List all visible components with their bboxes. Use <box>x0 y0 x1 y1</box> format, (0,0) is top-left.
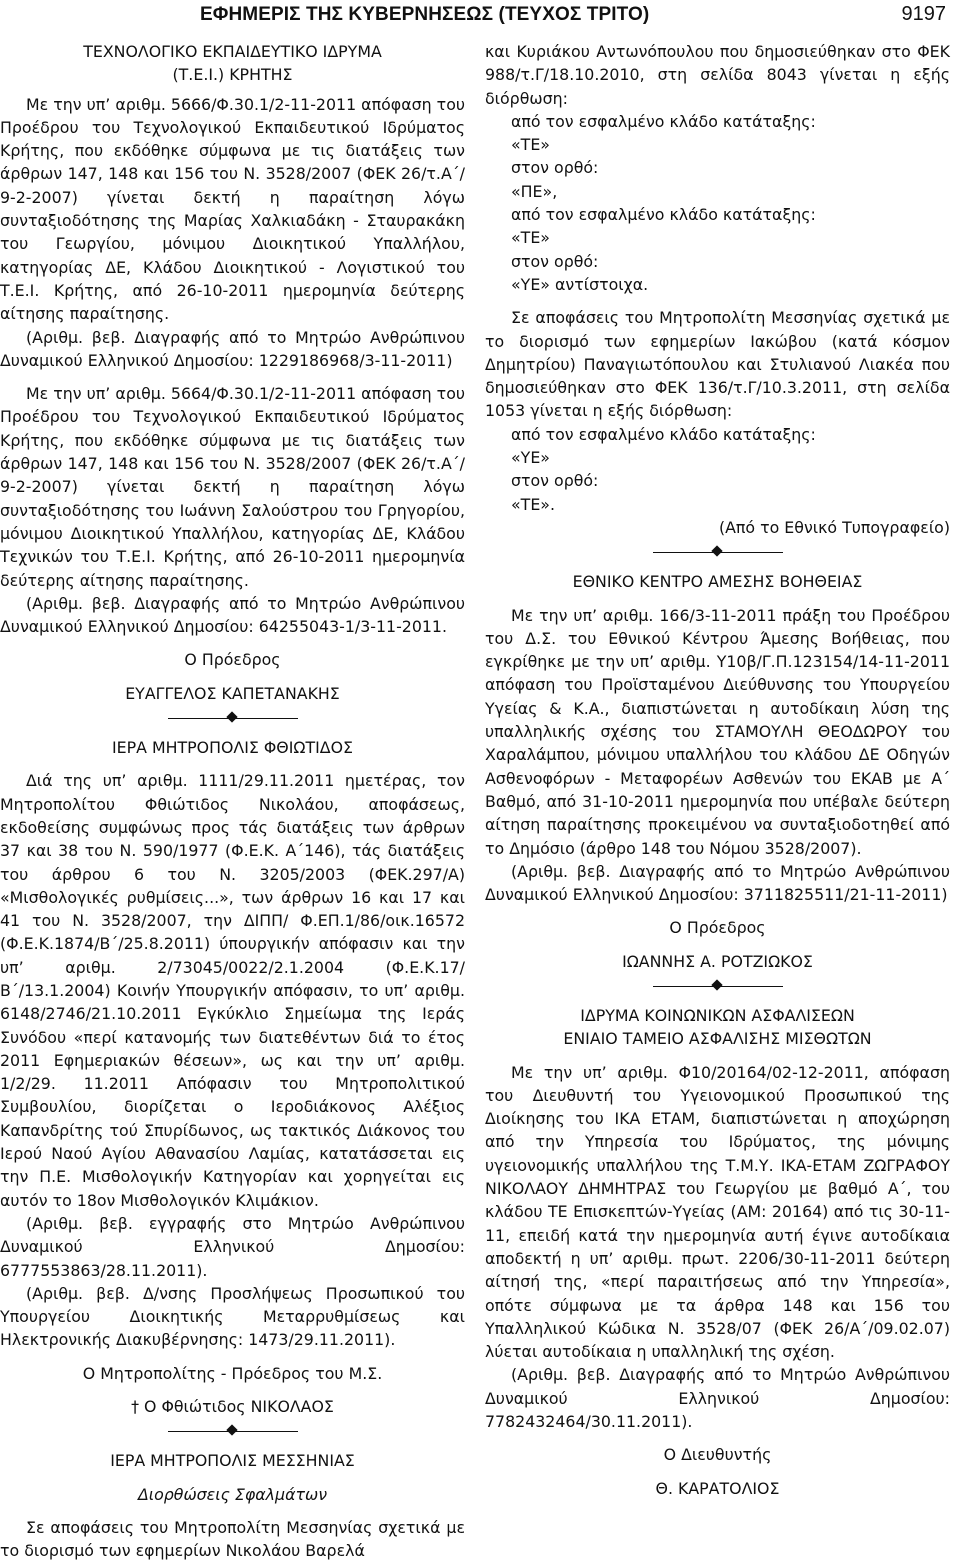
correction-1-right-value: «ΠΕ», <box>511 181 558 201</box>
ika-decision-text: Με την υπ’ αριθμ. Φ10/20164/02-12-2011, απόφαση του Διευθυντή του Υγειονομικού Προσωπικού της Διοίκησης του ΙΚΑ ΕΤΑΜ, διαπιστώνεται η αποχώρηση από την Υπηρεσία του Ιδρύματος, της μόνιμης υγειονομικής υπαλλήλου της Τ.Μ.Υ. ΙΚΑ-ΕΤΑΜ ΖΩΓΡΑΦΟΥ ΝΙΚΟΛΑΟΥ ΔΗΜΗΤΡΑΣ του Γεωργίου με βαθμό Α΄, του κλάδου ΤΕ Επισκεπτών-Υγείας (ΑΜ: 20164) από τις 30-11-11, επειδή κατά την ημερομηνία αυτή έγινε αυτοδίκαια αποδεκτή η υπ’ αριθμ. πρωτ. 2206/30-11-2011 δεύτερη αίτησή της, «περί παραιτήσεως από την Υπηρεσία», οπότε σύμφωνα με τα άρθρα 148 και 156 του Υπαλληλικού Κώδικα Ν. 3528/07 (ΦΕΚ 26/Α΄/09.02.07) λύεται αυτοδίκαια η υπαλληλική της σχέση. <box>485 1062 950 1362</box>
decision-1-text: Με την υπ’ αριθμ. 5666/Φ.30.1/2-11-2011 απόφαση του Προέδρου του Τεχνολογικού Εκπαιδευτικού Ιδρύματος Κρήτης, που εκδόθηκε σύμφωνα με τις διατάξεις των άρθρων 147, 148 και 156 του Ν. 3528/2007 (ΦΕΚ 26/τ.Α΄/ 9-2-2007) γίνεται δεκτή η παραίτηση λόγω συνταξιοδότησης της Μαρίας Χαλκιαδάκη - Σταυρακάκη του Γεωργίου, μόνιμου Διοικητικού Υπαλλήλου, κατηγορίας ΔΕ, Κλάδου Διοικητικού - Λογιστικού του Τ.Ε.Ι. Κρήτης, από 26-10-2011 ημερομηνία δεύτερης αίτησης παραίτησης. <box>0 94 465 324</box>
correction-3-right-label: στον ορθό: <box>511 471 599 491</box>
correction-1-wrong-value: «ΤΕ» <box>511 135 550 155</box>
org-title-line1: ΤΕΧΝΟΛΟΓΙΚΟ ΕΚΠΑΙΔΕΥΤΙΚΟ ΙΔΡΥΜΑ <box>83 42 382 61</box>
ekab-signatory-name: ΙΩΑΝΝΗΣ Α. ΡΟΤΖΙΩΚΟΣ <box>622 951 813 971</box>
ika-registry: (Αριθμ. βεβ. Διαγραφής από το Μητρώο Ανθρώπινου Δυναμικού Ελληνικού Δημοσίου: 7782432464/30.11.2011). <box>485 1365 950 1432</box>
section-title-ekab: ΕΘΝΙΚΟ ΚΕΝΤΡΟ ΑΜΕΣΗΣ ΒΟΗΘΕΙΑΣ <box>572 572 863 592</box>
correction-2-right-value: «ΥΕ» αντίστοιχα. <box>511 274 649 294</box>
correction-2-wrong-label: από τον εσφαλμένο κλάδο κατάταξης: <box>511 205 816 225</box>
fthiotida-decision-text: Διά της υπ’ αριθμ. 1111/29.11.2011 ημετέρας, τον Μητροπολίτου Φθιώτιδος Νικολάου, αποφάσεως, εκδοθείσης συμφώνως προς τάς διατάξεις των άρθρων 37 και 38 του Ν. 590/1977 (Φ.Ε.Κ. Α΄146), τάς διατάξεις του άρθρου 6 του Ν. 3205/2003 (ΦΕΚ.297/Α) «Μισθολογικές ρυθμίσεις...», των άρθρων 16 και 17 και 41 του Ν. 3528/2007, την ΔΙΠΠ/ Φ.ΕΠ.1/86/οικ.16572 (Φ.Ε.Κ.1874/Β΄/25.8.2011) ύπουργικήν απόφασιν και την υπ’ αριθμ. 2/73045/0022/2.1.2004 (Φ.Ε.Κ.17/Β΄/13.1.2004) Κοινήν Υπουργικήν απόφασιν, το υπ’ αριθμ. 6148/2746/21.10.2011 Εγκύκλιο Σημείωμα της Ιεράς Συνόδου «περί κατανομής των διατεθέντων διά το έτος 2011 Εφημεριακών θέσεων», ως και την υπ’ αριθμ. 1/2/29. 11.2011 Απόφασιν του Μητροπολιτικού Συμβουλίου, διορίζεται ο Ιεροδιάκονος Αλέξιος Καπανδρίτης τού Σπυρίδωνος, ως τακτικός Διάκονος του Ιερού Ναού Αγίου Αθανασίου Λαμίας, κατατάσσεται εις την Π.Ε. Μισθολογικήν Κατηγορίαν και χορηγείται εις αυτόν το 18ον Μισθολογικόν Κλιμάκιον. <box>0 771 465 1210</box>
diamond-icon <box>226 711 237 722</box>
ika-signatory-name: Θ. ΚΑΡΑΤΟΛΙΟΣ <box>655 1478 780 1498</box>
diamond-icon <box>226 1425 237 1436</box>
fthiotida-registry-2: (Αριθμ. βεβ. Δ/νσης Προσλήψεως Προσωπικού του Υπουργείου Διοικητικής Μεταρρυθμίσεως και Ηλεκτρονικής Διακυβέρνησης: 1473/29.11.2011). <box>0 1283 465 1350</box>
section-title-ika: ΙΔΡΥΜΑ ΚΟΙΝΩΝΙΚΩΝ ΑΣΦΑΛΙΣΕΩΝ <box>580 1005 855 1025</box>
decision-1-registry: (Αριθμ. βεβ. Διαγραφής από το Μητρώο Ανθρώπινου Δυναμικού Ελληνικού Δημοσίου: 1229186968/3-11-2011) <box>0 327 465 370</box>
corrections-continuation: και Κυριάκου Αντωνόπουλου που δημοσιεύθηκαν στο ΦΕΚ 988/τ.Γ/18.10.2010, στη σελίδα 8043 γίνεται η εξής διόρθωση: <box>485 42 950 108</box>
ekab-signatory-title: Ο Πρόεδρος <box>669 918 766 938</box>
corrections-subtitle: Διορθώσεις Σφαλμάτων <box>137 1484 328 1504</box>
signatory-name: ΕΥΑΓΓΕΛΟΣ ΚΑΠΕΤΑΝΑΚΗΣ <box>125 683 340 703</box>
page-header <box>0 0 960 34</box>
corrections-intro: Σε αποφάσεις του Μητροπολίτη Μεσσηνίας σχετικά με το διορισμό των εφημερίων Νικολάου Βαρελά <box>0 1517 465 1561</box>
ika-signatory-title: Ο Διευθυντής <box>663 1445 772 1465</box>
org-title-line2: (Τ.Ε.Ι.) ΚΡΗΤΗΣ <box>172 65 293 85</box>
correction-3-wrong-label: από τον εσφαλμένο κλάδο κατάταξης: <box>511 424 816 444</box>
section-divider <box>485 541 950 564</box>
corrections-para-2: Σε αποφάσεις του Μητροπολίτη Μεσσηνίας σχετικά με το διορισμό των εφημερίων Ιακώβου (κατά κόσμον Δημητρίου) Παναγιωτόπουλου και Στυλιανού Λιακέα που δημοσιεύθηκαν στο ΦΕΚ 136/τ.Γ/10.3.2011, στη σελίδα 1053 γίνεται η εξής διόρθωση: <box>485 308 950 421</box>
ekab-decision-text: Με την υπ’ αριθμ. 166/3-11-2011 πράξη του Προέδρου του Δ.Σ. του Εθνικού Κέντρου Άμεσης Βοήθειας, που εγκρίθηκε με την υπ’ αριθμ. Υ10β/Γ.Π.123154/14-11-2011 απόφαση του Προϊσταμένου Διεύθυνσης του Υπουργείου Υγείας & Κ.Α., διαπιστώνεται η αυτοδίκαιη λύση της υπαλληλικής σχέσης του ΣΤΑΜΟΥΛΗ ΘΕΟΔΩΡΟΥ του Χαραλάμπου, μόνιμου υπαλλήλου του κλάδου ΔΕ Οδηγών Ασθενοφόρων - Μεταφορέων Ασθενών του ΕΚΑΒ με Α΄ Βαθμό, από 31-10-2011 ημερομηνία που υπέβαλε δεύτερη αίτηση παραίτησης προκειμένου να συνταξιοδοτηθεί από το Δημόσιο (άρθρο 148 του Νόμου 3528/2007). <box>485 605 950 858</box>
gazette-title: ΕΦΗΜΕΡΙΣ ΤΗΣ ΚΥΒΕΡΝΗΣΕΩΣ (ΤΕΥΧΟΣ ΤΡΙΤΟ) <box>200 4 650 25</box>
section-title-messinia: ΙΕΡΑ ΜΗΤΡΟΠΟΛΙΣ ΜΕΣΣΗΝΙΑΣ <box>110 1451 355 1471</box>
correction-1-right-label: στον ορθό: <box>511 158 599 178</box>
section-title-fthiotida: ΙΕΡΑ ΜΗΤΡΟΠΟΛΙΣ ΦΘΙΩΤΙΔΟΣ <box>111 738 354 758</box>
left-column <box>0 40 465 1563</box>
signatory-title: Ο Πρόεδρος <box>184 650 281 670</box>
correction-2-wrong-value: «ΤΕ» <box>511 228 550 248</box>
fthiotida-registry-1: (Αριθμ. βεβ. εγγραφής στο Μητρώο Ανθρώπινου Δυναμικού Ελληνικού Δημοσίου: 6777553863/28.11.2011). <box>0 1213 465 1280</box>
metropolitan-name: † Ο Φθιώτιδος ΝΙΚΟΛΑΟΣ <box>131 1397 334 1417</box>
correction-3-right-value: «ΤΕ». <box>511 494 555 514</box>
metropolitan-title: Ο Μητροπολίτης - Πρόεδρος του Μ.Σ. <box>82 1363 383 1383</box>
decision-2-registry: (Αριθμ. βεβ. Διαγραφής από το Μητρώο Ανθρώπινου Δυναμικού Ελληνικού Δημοσίου: 64255043-1/3-11-2011. <box>0 593 465 637</box>
ekab-registry: (Αριθμ. βεβ. Διαγραφής από το Μητρώο Ανθρώπινου Δυναμικού Ελληνικού Δημοσίου: 3711825511/21-11-2011) <box>485 861 950 905</box>
section-divider <box>485 975 950 998</box>
section-title-etam: ΕΝΙΑΙΟ ΤΑΜΕΙΟ ΑΣΦΑΛΙΣΗΣ ΜΙΣΘΩΤΩΝ <box>563 1029 872 1049</box>
page-number: 9197 <box>901 3 946 25</box>
section-divider <box>0 1420 465 1443</box>
decision-2-text: Με την υπ’ αριθμ. 5664/Φ.30.1/2-11-2011 απόφαση του Προέδρου του Τεχνολογικού Εκπαιδευτικού Ιδρύματος Κρήτης, που εκδόθηκε σύμφωνα με τις διατάξεις των άρθρων 147, 148 και 156 του Ν. 3528/2007 (ΦΕΚ 26/τ.Α΄/ 9-2-2007) γίνεται δεκτή η παραίτηση λόγω συνταξιοδότησης του Ιωάννη Σαλούστρου του Γρηγορίου, μόνιμου Διοικητικού Υπαλλήλου, κατηγορίας ΔΕ, Κλάδου Τεχνικών του Τ.Ε.Ι. Κρήτης, από 26-10-2011 ημερομηνία δεύτερης αίτησης παραίτησης. <box>0 384 465 590</box>
correction-1-wrong-label: από τον εσφαλμένο κλάδο κατάταξης: <box>511 111 816 131</box>
correction-3-wrong-value: «ΥΕ» <box>511 448 550 468</box>
source-note: (Από το Εθνικό Τυπογραφείο) <box>718 517 950 537</box>
section-divider <box>0 707 465 730</box>
right-column <box>485 40 950 1500</box>
diamond-icon <box>711 546 722 557</box>
correction-2-right-label: στον ορθό: <box>511 251 599 271</box>
diamond-icon <box>711 979 722 990</box>
